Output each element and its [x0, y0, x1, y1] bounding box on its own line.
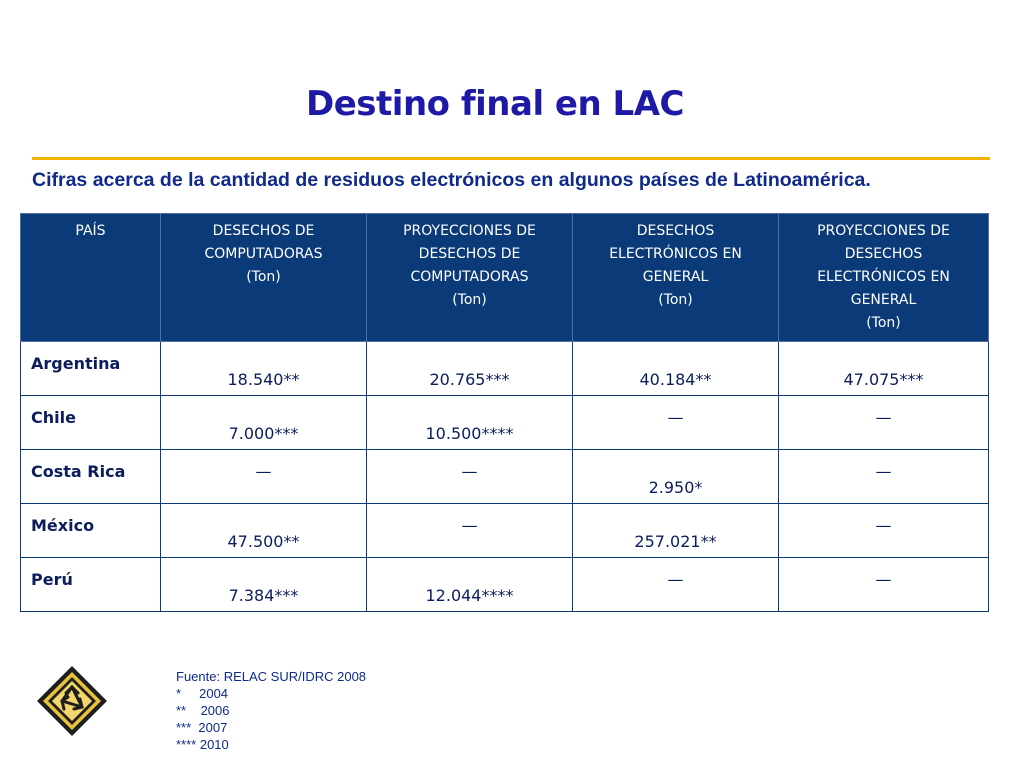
column-header-line: COMPUTADORAS: [410, 269, 529, 285]
table-row: [21, 396, 989, 450]
source-line: Fuente: RELAC SUR/IDRC 2008: [176, 669, 367, 684]
source-line: * 2004: [176, 686, 229, 701]
value-cell: —: [573, 558, 779, 612]
value-cell: —: [367, 504, 573, 558]
column-header-line: DESECHOS DE: [418, 246, 521, 262]
recycling-diamond-icon: [36, 665, 108, 737]
column-header-2: [367, 214, 573, 342]
table-row: [21, 450, 989, 504]
column-header-line: ELECTRÓNICOS EN: [817, 269, 950, 285]
value-cell: 40.184**: [573, 342, 779, 396]
table-row: [21, 342, 989, 396]
source-notes: [176, 668, 366, 753]
value-cell: 7.000***: [161, 396, 367, 450]
value-cell: —: [779, 396, 989, 450]
value-cell: —: [779, 450, 989, 504]
country-cell: Costa Rica: [21, 450, 161, 504]
column-header-line: PROYECCIONES DE: [817, 223, 950, 239]
column-header-line: DESECHOS: [844, 246, 923, 262]
value-cell: 257.021**: [573, 504, 779, 558]
column-unit: (Ton): [866, 315, 901, 331]
country-cell: México: [21, 504, 161, 558]
column-header-line: GENERAL: [850, 292, 917, 308]
value-cell: 2.950*: [573, 450, 779, 504]
value-cell: —: [779, 558, 989, 612]
value-cell: 12.044****: [367, 558, 573, 612]
column-header-line: GENERAL: [642, 269, 709, 285]
country-cell: Perú: [21, 558, 161, 612]
value-cell: 10.500****: [367, 396, 573, 450]
page-title: Destino final en LAC: [306, 84, 684, 124]
value-cell: 47.075***: [779, 342, 989, 396]
column-header-line: COMPUTADORAS: [204, 246, 323, 262]
table-body: [21, 342, 989, 612]
title-divider: [32, 157, 990, 160]
column-header-line: DESECHOS: [636, 223, 715, 239]
column-header-line: PAÍS: [75, 223, 106, 239]
value-cell: 20.765***: [367, 342, 573, 396]
source-line: **** 2010: [176, 737, 229, 752]
value-cell: 18.540**: [161, 342, 367, 396]
subtitle: Cifras acerca de la cantidad de residuos electrónicos en algunos países de Latinoamérica.: [32, 169, 871, 191]
column-header-line: ELECTRÓNICOS EN: [609, 246, 742, 262]
value-cell: —: [367, 450, 573, 504]
source-line: *** 2007: [176, 720, 228, 735]
source-line: ** 2006: [176, 703, 230, 718]
column-header-line: PROYECCIONES DE: [403, 223, 536, 239]
column-header-1: [161, 214, 367, 342]
column-header-0: [21, 214, 161, 342]
value-cell: —: [161, 450, 367, 504]
table-header-row: [21, 214, 989, 342]
value-cell: 47.500**: [161, 504, 367, 558]
value-cell: —: [573, 396, 779, 450]
data-table: [20, 213, 989, 612]
country-cell: Argentina: [21, 342, 161, 396]
column-unit: (Ton): [452, 292, 487, 308]
country-cell: Chile: [21, 396, 161, 450]
column-header-3: [573, 214, 779, 342]
column-unit: (Ton): [246, 269, 281, 285]
column-header-4: [779, 214, 989, 342]
column-header-line: DESECHOS DE: [212, 223, 315, 239]
value-cell: —: [779, 504, 989, 558]
value-cell: 7.384***: [161, 558, 367, 612]
table-row: [21, 558, 989, 612]
table-row: [21, 504, 989, 558]
column-unit: (Ton): [658, 292, 693, 308]
